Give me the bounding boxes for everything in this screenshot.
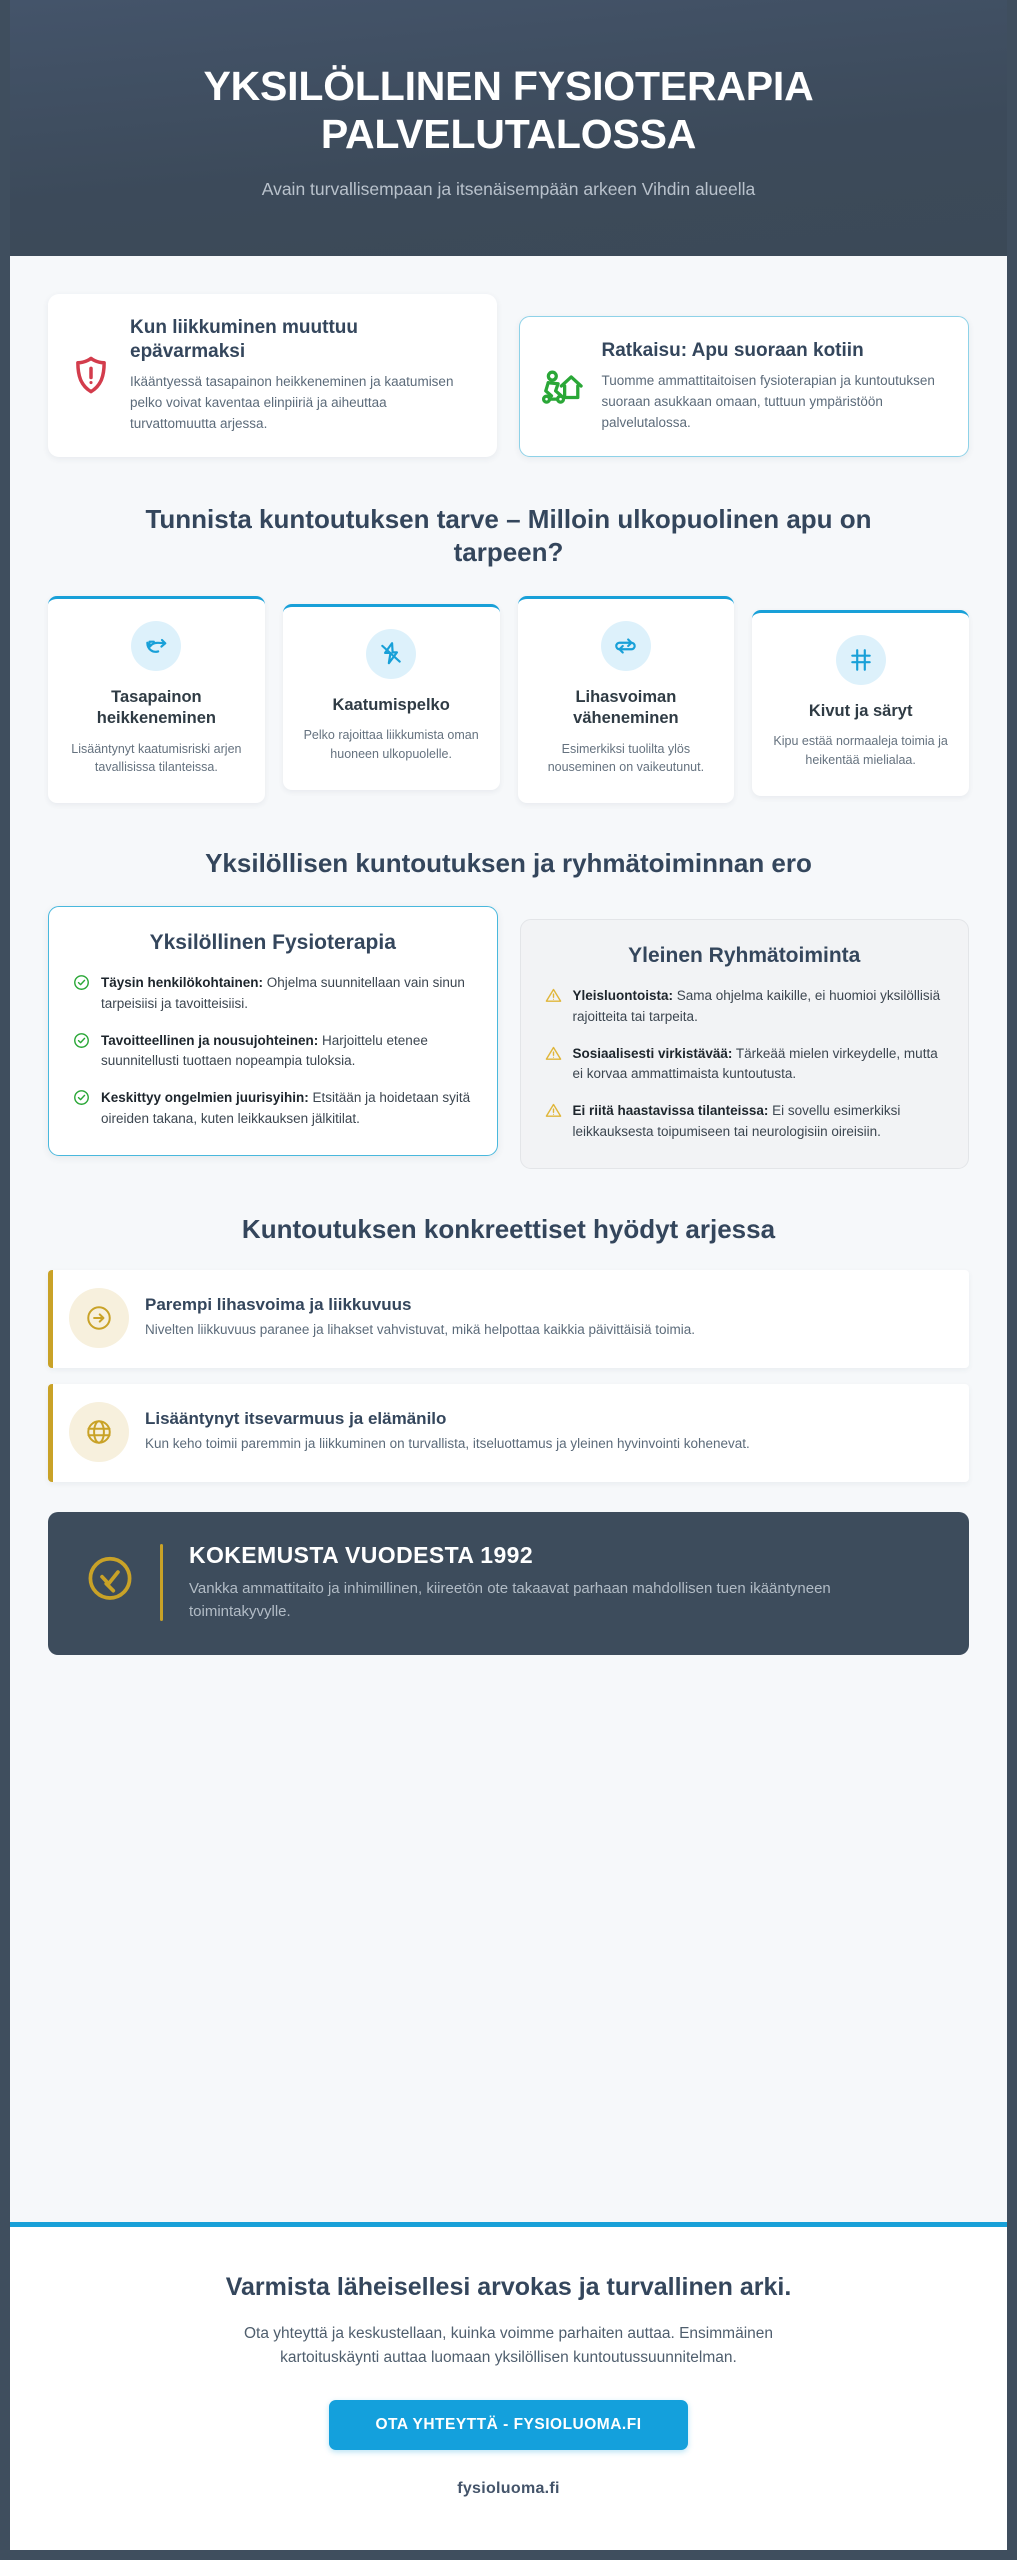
contact-cta-button[interactable]: OTA YHTEYTTÄ - FYSIOLUOMA.FI [329,2400,687,2450]
problem-solution-row [10,256,1007,457]
list-item-text: Ei sovellu esimerkiksi leikkauksesta toipumiseen tai neurologisiin oireisiin. [572,1103,901,1139]
warning-triangle-icon [545,1044,562,1067]
experience-title: KOKEMUSTA VUODESTA 1992 [189,1542,534,1569]
footer-text: Ota yhteyttä ja keskustellaan, kuinka voimme parhaiten auttaa. Ensimmäinen kartoituskäynti auttaa luomaan yksilöllisen kuntoutussuunnitelman. [244,2324,773,2366]
zap-off-icon [366,629,416,679]
experience-text: Vankka ammattitaito ja inhimillinen, kiireetön ote takaavat parhaan mahdollisen tuen ikääntyneen toimintakyvylle. [189,1580,831,1620]
list-item-text: Ohjelma suunnitellaan vain sinun tarpeisiisi ja tavoitteisiisi. [101,975,465,1011]
problem-card-text: Ikääntyessä tasapainon heikkeneminen ja kaatumisen pelko voivat kaventaa elinpiiriä ja aiheuttaa turvattomuutta arjessa. [130,374,454,432]
warning-triangle-icon [545,986,562,1009]
page-header [10,0,1007,256]
benefit-title: Parempi lihasvoima ja liikkuvuus [145,1295,412,1315]
shield-alert-icon [68,352,114,398]
footer-domain: fysioluoma.fi [457,2480,560,2497]
benefit-card [48,1270,969,1368]
symptom-title: Kaatumispelko [332,695,450,714]
benefits-list [10,1246,1007,1498]
list-item [73,1031,473,1072]
symptoms-row [10,570,1007,803]
check-circle-icon [73,1031,90,1054]
benefit-card [48,1384,969,1482]
list-item-label: Sosiaalisesti virkistävää: [572,1045,733,1061]
list-item [545,1101,945,1142]
benefit-text: Kun keho toimii paremmin ja liikkuminen on turvallista, itseluottamus ja yleinen hyvinvointi kohenevat. [145,1436,750,1452]
list-item [73,1088,473,1129]
banner-divider [160,1544,163,1621]
group-activity-title: Yleinen Ryhmätoiminta [628,944,861,968]
list-item-text: Harjoittelu etenee suunnitellusti tuottaen nopeampia tuloksia. [101,1032,428,1069]
check-circle-icon [73,973,90,996]
individual-therapy-card [48,906,498,1156]
list-item [545,1044,945,1085]
solution-card-text: Tuomme ammattitaitoisen fysioterapian ja kuntoutuksen suoraan asukkaan omaan, tuttuun ympäristöön palvelutalossa. [601,373,935,430]
warning-triangle-icon [545,1101,562,1124]
list-item [73,973,473,1014]
experience-section [10,1498,1007,1655]
benefits-section [10,1169,1007,1246]
symptoms-section [10,457,1007,570]
symptom-card [283,604,500,790]
footer-title: Varmista läheisellesi arvokas ja turvallinen arki. [225,2272,792,2301]
comparison-section [10,803,1007,880]
list-item-label: Tavoitteellinen ja nousujohteinen: [101,1032,319,1048]
award-check-icon [82,1552,138,1613]
symptom-title: Kivut ja säryt [808,701,913,720]
list-item-label: Keskittyy ongelmien juurisyihin: [101,1090,309,1106]
solution-card [519,316,970,457]
page-title: YKSILÖLLINEN FYSIOTERAPIA PALVELUTALOSSA [203,63,814,158]
page-subtitle: Avain turvallisempaan ja itsenäisempään arkeen Vihdin alueella [261,178,756,199]
footer-spacer [10,1655,1007,2222]
arrow-right-circle-icon [69,1288,129,1348]
list-item-label: Täysin henkilökohtainen: [101,975,264,991]
group-activity-card [520,919,970,1169]
symptom-text: Kipu estää normaaleja toimia ja heikentää mielialaa. [773,734,948,767]
symptom-text: Lisääntynyt kaatumisriski arjen tavallisissa tilanteissa. [71,741,242,775]
problem-card-title: Kun liikkuminen muuttuu epävarmaksi [130,316,358,363]
comparison-section-title: Yksilöllisen kuntoutuksen ja ryhmätoiminnan ero [205,848,812,879]
symptom-card [518,596,735,803]
benefit-title: Lisääntynyt itsevarmuus ja elämänilo [145,1409,447,1429]
symptoms-section-title: Tunnista kuntoutuksen tarve – Milloin ulkopuolinen apu on tarpeen? [145,504,872,568]
footer-cta-section [10,2222,1007,2550]
list-item-text: Tärkeää mielen virkeydelle, mutta ei korvaa ammattimaista kuntoutusta. [572,1045,938,1082]
list-item-label: Ei riitä haastavissa tilanteissa: [572,1103,769,1119]
comparison-row [10,880,1007,1169]
home-care-icon [540,365,586,407]
symptom-title: Lihasvoiman väheneminen [573,687,679,728]
list-item-text: Sama ohjelma kaikille, ei huomioi yksilöllisiä rajoitteita tai tarpeita. [572,988,941,1024]
symptom-card [48,596,265,803]
benefits-section-title: Kuntoutuksen konkreettiset hyödyt arjessa [241,1213,776,1244]
benefit-text: Nivelten liikkuvuus paranee ja lihakset vahvistuvat, mikä helpottaa kaikkia päivittäisiä toimia. [145,1322,696,1338]
pain-grid-icon [836,635,886,685]
symptom-text: Esimerkiksi tuolilta ylös nouseminen on vaikeutunut. [547,741,705,775]
individual-therapy-title: Yksilöllinen Fysioterapia [149,931,396,955]
repeat-arrows-icon [601,621,651,671]
symptom-text: Pelko rajoittaa liikkumista oman huoneen ulkopuolelle. [303,728,479,761]
list-item-label: Yleisluontoista: [572,988,674,1004]
list-item [545,986,945,1027]
check-circle-icon [73,1088,90,1111]
symptom-card [752,610,969,796]
solution-card-title: Ratkaisu: Apu suoraan kotiin [601,339,864,361]
globe-icon [69,1402,129,1462]
list-item-text: Etsitään ja hoidetaan syitä oireiden takana, kuten leikkauksen jälkitilat. [101,1090,471,1126]
experience-banner [48,1512,969,1655]
balance-arrows-icon [131,621,181,671]
problem-card [48,294,497,457]
symptom-title: Tasapainon heikkeneminen [96,687,216,728]
